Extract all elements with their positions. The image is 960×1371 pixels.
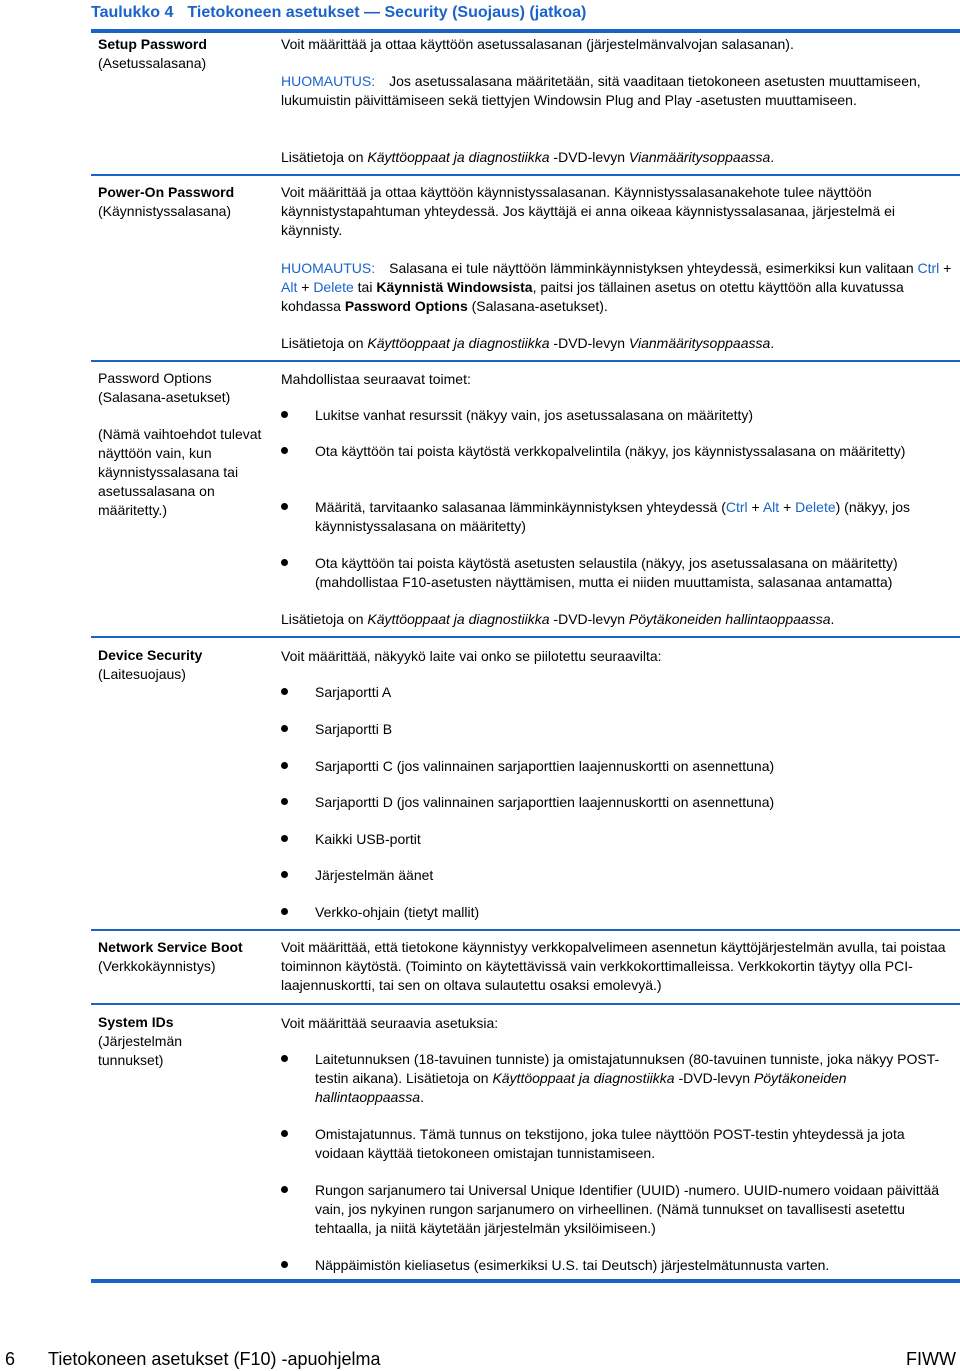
note-heading: HUOMAUTUS: (281, 73, 376, 89)
table-bottom-rule (91, 1279, 960, 1283)
bullet-icon (281, 688, 291, 698)
system-ids-item-4: Näppäimistön kieliasetus (esimerkiksi U.S. tai Deutsch) järjestelmätunnusta varten. (315, 1257, 830, 1273)
bullet-icon (281, 447, 291, 457)
bullet-icon (281, 1261, 291, 1271)
footer-title: Tietokoneen asetukset (F10) -apuohjelma (48, 1349, 381, 1369)
device-security-item: Kaikki USB-portit (315, 831, 421, 847)
device-security-label: Device Security (Laitesuojaus) (98, 647, 203, 682)
bullet-icon (281, 835, 291, 845)
table-caption (91, 4, 586, 22)
system-ids-item-2: Omistajatunnus. Tämä tunnus on tekstijono, joka tulee näyttöön POST-testin yhteydessä ja jota voidaan käyttää tietokoneen omistajan tunnistamiseen. (315, 1126, 905, 1162)
bullet-icon (281, 798, 291, 808)
power-on-password-label: Power-On Password (Käynnistyssalasana) (98, 184, 235, 219)
device-security-item: Sarjaportti A (315, 684, 392, 700)
row-divider (91, 360, 960, 362)
device-security-item: Sarjaportti D (jos valinnainen sarjaporttien laajennuskortti on asennettuna) (315, 794, 775, 810)
network-service-boot-text: Voit määrittää, että tietokone käynnistyy verkkopalvelimeen asennetun käyttöjärjestelmän avulla, tai poistaa toiminnon käytöstä. (Toiminto on käytettävissä vain verkkokorttimalleissa. Verkkokortin täytyy olla PCI-laajennuskortti, tai sen on oltava sulautettu osaksi emolevyä.) (281, 939, 946, 994)
password-options-item-2: Ota käyttöön tai poista käytöstä verkkopalvelintila (näkyy, jos käynnistyssalasana on määritetty) (315, 443, 906, 459)
note-heading: HUOMAUTUS: (281, 260, 376, 276)
key-alt: Alt (762, 499, 780, 515)
system-ids-item-3: Rungon sarjanumero tai Universal Unique Identifier (UUID) -numero. UUID-numero voidaan päivittää vain, jos nykyinen rungon sarjanumero on virheellinen. (Nämä tunnukset on tavallisesti asetettu tehtaalla, ja niitä käytetään järjestelmän yksilöimiseen.) (315, 1182, 940, 1237)
bullet-icon (281, 411, 291, 421)
bullet-icon (281, 908, 291, 918)
key-delete: Delete (795, 499, 836, 515)
table-top-rule (91, 29, 960, 33)
password-options-item-3: Määritä, tarvitaanko salasanaa lämminkäynnistyksen yhteydessä (Ctrl + Alt + Delete) (näkyy, jos käynnistyssalasana on määritetty) (315, 499, 911, 535)
page-number: 6 (5, 1349, 16, 1369)
device-security-item: Sarjaportti B (315, 721, 393, 737)
table-title: Tietokoneen asetukset — Security (Suojaus) (jatkoa) (187, 4, 587, 21)
bullet-icon (281, 559, 291, 569)
power-on-password-note: HUOMAUTUS: Salasana ei tule näyttöön lämminkäynnistyksen yhteydessä, esimerkiksi kun valitaan Ctrl + Alt + Delete tai Käynnistä Windowsista, paitsi jos tällainen asetus on otettu käyttöön alla kuvatussa kohdassa Password Options (Salasana-asetukset). (281, 260, 952, 315)
footer-locale: FIWW (906, 1349, 956, 1369)
key-alt: Alt (281, 279, 298, 296)
power-on-password-text: Voit määrittää ja ottaa käyttöön käynnistyssalasanan. Käynnistyssalasanakehote tulee näyttöön käynnistystapahtuman yhteydessä. Jos käyttäjä ei anna oikeaa käynnistyssalasanaa, järjestelmä ei käynnisty. (281, 184, 896, 239)
device-security-intro: Voit määrittää, näkyykö laite vai onko se piilotettu seuraavilta: (281, 648, 662, 664)
row-divider (91, 1003, 960, 1005)
row-divider (91, 929, 960, 931)
bullet-icon (281, 503, 291, 513)
key-delete: Delete (313, 279, 354, 296)
device-security-item: Järjestelmän äänet (315, 867, 434, 883)
device-security-item: Sarjaportti C (jos valinnainen sarjaporttien laajennuskortti on asennettuna) (315, 758, 775, 774)
bullet-icon (281, 762, 291, 772)
key-ctrl: Ctrl (725, 499, 748, 515)
setup-password-note: HUOMAUTUS: Jos asetussalasana määritetään, sitä vaaditaan tietokoneen asetusten muuttamiseen, lukumuistin päivittämiseen sekä tiettyjen Windowsin Plug and Play -asetusten muuttamiseen. (281, 73, 921, 109)
row-divider (91, 174, 960, 176)
footer-rule (0, 1340, 960, 1341)
system-ids-intro: Voit määrittää seuraavia asetuksia: (281, 1015, 499, 1031)
row-divider (91, 636, 960, 638)
power-on-password-reference: Lisätietoja on Käyttöoppaat ja diagnostiikka -DVD-levyn Vianmääritysoppaassa. (281, 335, 775, 351)
bullet-icon (281, 1055, 291, 1065)
system-ids-item-1: Laitetunnuksen (18-tavuinen tunniste) ja omistajatunnuksen (80-tavuinen tunniste, joka näkyy POST-testin aikana). Lisätietoja on Käyttöoppaat ja diagnostiikka -DVD-levyn Pöytäkoneiden hallintaoppaassa. (315, 1051, 940, 1106)
password-options-intro: Mahdollistaa seuraavat toimet: (281, 371, 471, 387)
device-security-item: Verkko-ohjain (tietyt mallit) (315, 904, 480, 920)
key-ctrl: Ctrl (917, 260, 940, 276)
network-service-boot-label: Network Service Boot (Verkkokäynnistys) (98, 939, 243, 974)
password-options-extra: (Nämä vaihtoehdot tulevat näyttöön vain, kun käynnistyssalasana tai asetussalasana on määritetty.) (98, 426, 262, 518)
bullet-icon (281, 871, 291, 881)
bullet-icon (281, 725, 291, 735)
bullet-icon (281, 1186, 291, 1196)
table-number: Taulukko 4 (91, 4, 174, 21)
bullet-icon (281, 1130, 291, 1140)
setup-password-reference: Lisätietoja on Käyttöoppaat ja diagnostiikka -DVD-levyn Vianmääritysoppaassa. (281, 149, 775, 165)
setup-password-text: Voit määrittää ja ottaa käyttöön asetussalasanan (järjestelmänvalvojan salasanan). (281, 36, 794, 52)
password-options-reference: Lisätietoja on Käyttöoppaat ja diagnostiikka -DVD-levyn Pöytäkoneiden hallintaoppaassa. (281, 611, 835, 627)
password-options-label: Password Options (Salasana-asetukset) (98, 370, 231, 405)
password-options-item-4: Ota käyttöön tai poista käytöstä asetusten selaustila (näkyy, jos asetussalasana on määritetty) (mahdollistaa F10-asetusten näyttämisen, mutta ei niiden muuttamista, salasanaa antamatta) (315, 555, 898, 591)
system-ids-label: System IDs (Järjestelmän tunnukset) (98, 1014, 183, 1068)
password-options-item-1: Lukitse vanhat resurssit (näkyy vain, jos asetussalasana on määritetty) (315, 407, 754, 423)
setup-password-label: Setup Password (Asetussalasana) (98, 36, 207, 71)
